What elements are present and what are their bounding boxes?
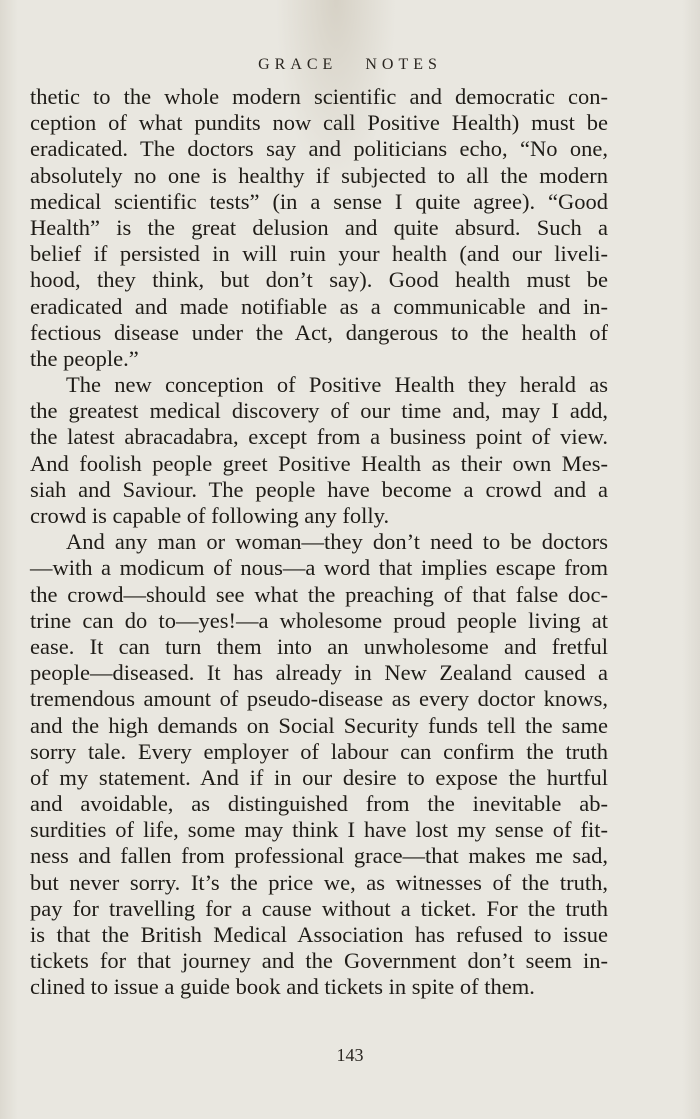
running-header-right: NOTES	[365, 56, 442, 73]
page-number: 143	[336, 1045, 364, 1065]
text-line: belief if persisted in will ruin your health (and our liveli-	[30, 241, 608, 267]
text-line: tremendous amount of pseudo-disease as every doctor knows,	[30, 686, 608, 712]
text-line: ness and fallen from professional grace—that makes me sad,	[30, 843, 608, 869]
text-line: fectious disease under the Act, dangerous to the health of	[30, 319, 608, 345]
text-line: pay for travelling for a cause without a ticket. For the truth	[30, 895, 608, 921]
text-line: ease. It can turn them into an unwholesome and fretful	[30, 633, 608, 659]
text-line: the crowd—should see what the preaching of that false doc-	[30, 581, 608, 607]
text-line: surdities of life, some may think I have lost my sense of fit-	[30, 817, 608, 843]
text-line: eradicated and made notifiable as a communicable and in-	[30, 293, 608, 319]
text-line: trine can do to—yes!—a wholesome proud people living at	[30, 607, 608, 633]
text-line: absolutely no one is healthy if subjected to all the modern	[30, 162, 608, 188]
text-line: And any man or woman—they don’t need to be doctors	[66, 529, 608, 555]
text-line: The new conception of Positive Health they herald as	[66, 372, 608, 398]
text-line: thetic to the whole modern scientific and democratic con-	[30, 84, 608, 109]
text-line: is that the British Medical Association has refused to issue	[30, 922, 608, 947]
text-line: the people.”	[30, 345, 139, 371]
text-line: of my statement. And if in our desire to expose the hurtful	[30, 764, 608, 790]
text-line: —with a modicum of nous—a word that implies escape from	[30, 555, 608, 581]
text-line: And foolish people greet Positive Health as their own Mes-	[30, 450, 608, 476]
text-line: tickets for that journey and the Government don’t seem in-	[30, 948, 608, 974]
text-line: eradicated. The doctors say and politicians echo, “No one,	[30, 136, 608, 162]
running-header	[0, 56, 700, 74]
text-line: the greatest medical discovery of our time and, may I add,	[30, 398, 608, 424]
text-line: Health” is the great delusion and quite absurd. Such a	[30, 214, 608, 240]
text-line: but never sorry. It’s the price we, as witnesses of the truth,	[30, 869, 608, 895]
text-line: and the high demands on Social Security funds tell the same	[30, 712, 608, 738]
text-line: sorry tale. Every employer of labour can confirm the truth	[30, 738, 608, 764]
text-line: clined to issue a guide book and tickets in spite of them.	[30, 974, 535, 1000]
text-line: siah and Saviour. The people have become a crowd and a	[30, 476, 608, 502]
text-line: the latest abracadabra, except from a business point of view.	[30, 424, 608, 450]
running-header-left: GRACE	[258, 56, 338, 73]
text-line: hood, they think, but don’t say). Good health must be	[30, 267, 608, 293]
text-line: crowd is capable of following any folly.	[30, 503, 390, 528]
text-line: medical scientific tests” (in a sense I quite agree). “Good	[30, 188, 608, 214]
text-line: and avoidable, as distinguished from the inevitable ab-	[30, 791, 608, 817]
body-text	[30, 84, 608, 1001]
text-line: ception of what pundits now call Positive Health) must be	[30, 110, 608, 136]
text-line: people—diseased. It has already in New Zealand caused a	[30, 660, 608, 686]
